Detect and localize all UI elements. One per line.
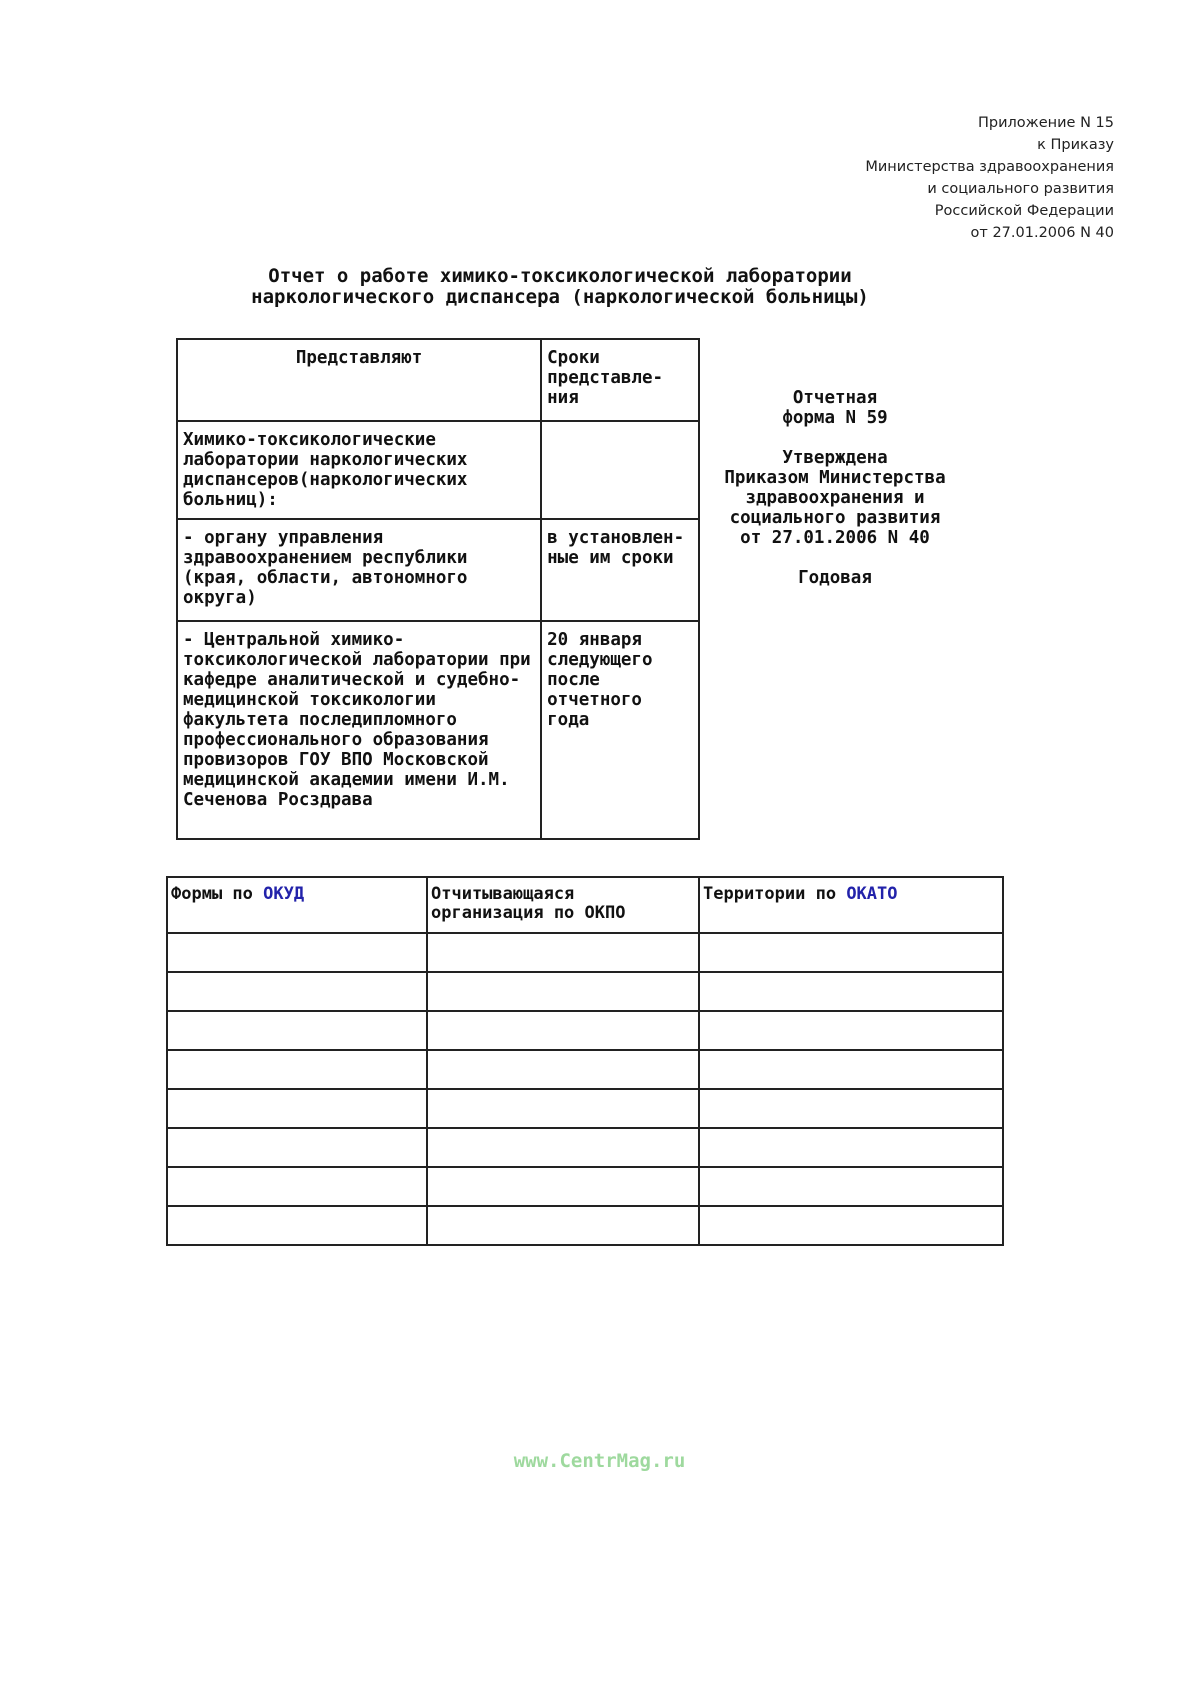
- empty-cell: [427, 1089, 699, 1128]
- empty-cell: [427, 1011, 699, 1050]
- appendix-line: от 27.01.2006 N 40: [970, 225, 1114, 241]
- approved-by: здравоохранения и: [745, 488, 925, 508]
- empty-cell: [699, 1167, 1003, 1206]
- report-title-line-2: наркологического диспансера (наркологической больницы): [251, 286, 869, 308]
- empty-cell: [167, 972, 427, 1011]
- appendix-line: к Приказу: [1037, 137, 1114, 153]
- header-okpo: Отчитывающаяся организация по ОКПО: [427, 877, 699, 933]
- table-row: [167, 1089, 1003, 1128]
- table-row: [167, 1167, 1003, 1206]
- empty-cell: [427, 1206, 699, 1245]
- report-form-info: [705, 388, 965, 588]
- empty-cell: [699, 1128, 1003, 1167]
- deadline-cell: 20 января следующего после отчетного года: [541, 621, 699, 839]
- empty-cell: [167, 1050, 427, 1089]
- empty-cell: [699, 1050, 1003, 1089]
- codes-header-row: [167, 877, 1003, 933]
- empty-cell: [699, 1089, 1003, 1128]
- table-header-row: [177, 339, 699, 421]
- deadline-cell: [541, 421, 699, 519]
- empty-cell: [427, 1128, 699, 1167]
- form-type: Отчетная: [792, 388, 878, 408]
- website-watermark: www.CentrMag.ru: [513, 1450, 686, 1472]
- appendix-block: [865, 112, 1114, 244]
- okato-label: Территории по: [703, 884, 837, 904]
- report-title-line-1: Отчет о работе химико-токсикологической лаборатории: [268, 265, 852, 287]
- appendix-line: Министерства здравоохранения: [865, 159, 1114, 175]
- approved-by: социального развития: [729, 508, 941, 528]
- deadline-cell: в установлен-ные им сроки: [541, 519, 699, 621]
- empty-cell: [699, 1011, 1003, 1050]
- empty-cell: [699, 1206, 1003, 1245]
- empty-cell: [167, 933, 427, 972]
- empty-cell: [167, 1167, 427, 1206]
- table-row: [167, 1011, 1003, 1050]
- appendix-line: Приложение N 15: [978, 115, 1114, 131]
- okato-link[interactable]: ОКАТО: [846, 884, 898, 904]
- empty-cell: [427, 1167, 699, 1206]
- empty-cell: [699, 972, 1003, 1011]
- form-number: форма N 59: [782, 408, 888, 428]
- appendix-line: и социального развития: [927, 181, 1114, 197]
- table-row: [167, 972, 1003, 1011]
- header-deadlines: Сроки представле-ния: [541, 339, 699, 421]
- empty-cell: [427, 1050, 699, 1089]
- codes-table: [166, 876, 1004, 1246]
- submitter-cell: - органу управления здравоохранением республики (края, области, автономного округа): [177, 519, 541, 621]
- empty-cell: [167, 1089, 427, 1128]
- submission-table: [176, 338, 700, 840]
- header-submitters: Представляют: [177, 339, 541, 421]
- table-row: [167, 1128, 1003, 1167]
- report-title: [180, 266, 940, 308]
- table-row: [177, 621, 699, 839]
- approved-date: от 27.01.2006 N 40: [740, 528, 930, 548]
- header-okato: [699, 877, 1003, 933]
- empty-cell: [167, 1128, 427, 1167]
- empty-cell: [167, 1011, 427, 1050]
- okud-link[interactable]: ОКУД: [263, 884, 305, 904]
- submitter-cell: - Центральной химико-токсикологической лаборатории при кафедре аналитической и судебно-медицинской токсикологии факультета последипломного профессионального образования провизоров ГОУ ВПО Московской медицинской академии имени И.М. Сеченова Росздрава: [177, 621, 541, 839]
- okud-label: Формы по: [171, 884, 253, 904]
- header-okud: [167, 877, 427, 933]
- table-row: [177, 519, 699, 621]
- approved-label: Утверждена: [782, 448, 888, 468]
- table-row: [167, 1050, 1003, 1089]
- periodicity: Годовая: [798, 568, 872, 588]
- table-row: [167, 933, 1003, 972]
- appendix-line: Российской Федерации: [934, 203, 1114, 219]
- empty-cell: [427, 933, 699, 972]
- empty-cell: [427, 972, 699, 1011]
- submitter-cell: Химико-токсикологические лаборатории наркологических диспансеров(наркологических больниц):: [177, 421, 541, 519]
- empty-cell: [699, 933, 1003, 972]
- table-row: [177, 421, 699, 519]
- empty-cell: [167, 1206, 427, 1245]
- approved-by: Приказом Министерства: [724, 468, 946, 488]
- table-row: [167, 1206, 1003, 1245]
